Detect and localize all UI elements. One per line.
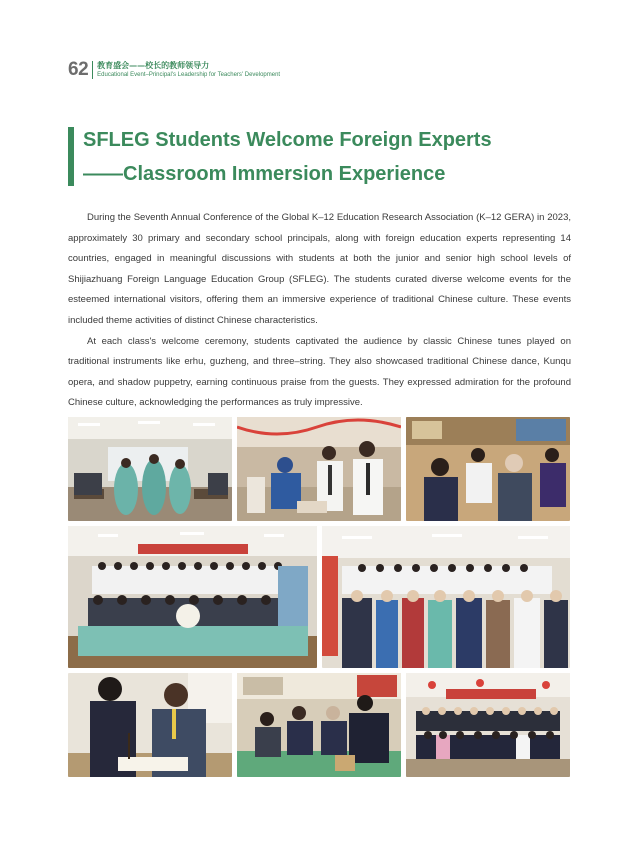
photo-guests-with-students bbox=[237, 417, 401, 521]
photo-classroom-table-activity bbox=[237, 673, 401, 777]
photo-large-group-with-experts bbox=[322, 526, 570, 668]
article-body bbox=[68, 208, 571, 414]
header-divider bbox=[92, 61, 93, 79]
header-section-titles bbox=[97, 61, 280, 79]
photo-class-group-with-fans bbox=[68, 526, 317, 668]
running-header bbox=[68, 59, 280, 81]
photo-dance-performance bbox=[68, 417, 232, 521]
title-accent-bar bbox=[68, 127, 74, 186]
header-section-cn: 教育盛会——校长的教师领导力 bbox=[97, 61, 210, 70]
photo-elderly-guest-students bbox=[406, 417, 570, 521]
title-line-2: ——Classroom Immersion Experience bbox=[83, 163, 446, 185]
title-line-1: SFLEG Students Welcome Foreign Experts bbox=[83, 129, 492, 151]
photo-hall-group-photo bbox=[406, 673, 570, 777]
body-paragraph-1: During the Seventh Annual Conference of the Global K–12 Education Research Association (K–12 GERA) in 2023, approximately 30 primary and secondary school principals, along with foreign education experts representing 14 countries, engaged in meaningful discussions with students at both the junior and senior high school levels of Shijiazhuang Foreign Language Education Group (SFLEG). The students curated diverse welcome events for the esteemed international visitors, offering them an immersive experience of traditional Chinese culture. These events included theme activities of distinct Chinese characteristics. bbox=[68, 212, 571, 326]
photo-calligraphy-lesson bbox=[68, 673, 232, 777]
body-paragraph-2: At each class's welcome ceremony, students captivated the audience by classic Chinese tunes played on traditional instruments like erhu, guzheng, and three–string. They also showcased traditional Chinese dance, Kunqu opera, and shadow puppetry, earning continuous praise from the guests. They expressed admiration for the profound Chinese culture, acknowledging the performances as truly impressive. bbox=[68, 335, 571, 409]
page-number: 62 bbox=[68, 59, 89, 80]
header-section-en: Educational Event–Principal's Leadership for Teachers' Development bbox=[97, 72, 281, 78]
article-title bbox=[68, 127, 568, 186]
